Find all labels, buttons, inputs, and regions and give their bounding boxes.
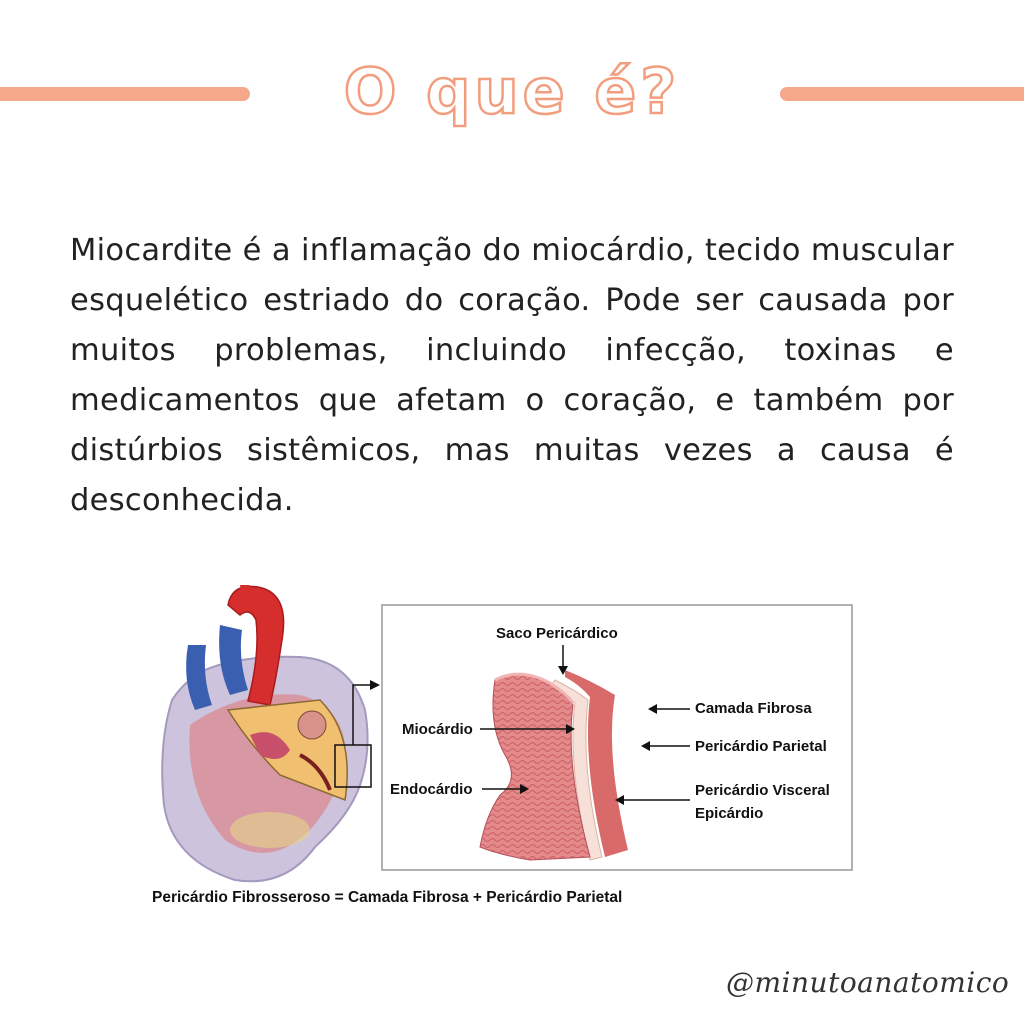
intro-paragraph: Miocardite é a inflamação do miocárdio, tecido muscular esquelético estriado do coração. Pode ser causada por muitos problemas, incluindo infecção, toxinas e medicamentos que afetam o coração, e também por distúrbios sistêmicos, mas muitas vezes a causa é desconhecida. bbox=[70, 233, 954, 518]
label-pericardio-parietal: Pericárdio Parietal bbox=[695, 738, 827, 755]
label-saco-pericardico: Saco Pericárdico bbox=[496, 625, 618, 642]
fat-deposit bbox=[230, 812, 310, 848]
author-handle: @minutoanatomico bbox=[726, 966, 1010, 999]
header-rule-right bbox=[780, 87, 1024, 101]
label-pericardio-visceral: Pericárdio Visceral bbox=[695, 782, 830, 799]
heart-illustration bbox=[162, 585, 371, 881]
page-title: O que é? bbox=[343, 55, 681, 128]
label-miocardio: Miocárdio bbox=[402, 721, 473, 738]
heart-layers-diagram bbox=[150, 585, 860, 915]
header-rule-left bbox=[0, 87, 250, 101]
label-endocardio: Endocárdio bbox=[390, 781, 473, 798]
label-epicardio: Epicárdio bbox=[695, 805, 764, 822]
diagram-caption: Pericárdio Fibrosseroso = Camada Fibrosa + Pericárdio Parietal bbox=[152, 889, 623, 906]
label-camada-fibrosa: Camada Fibrosa bbox=[695, 700, 812, 717]
diagram-canvas bbox=[150, 585, 860, 895]
